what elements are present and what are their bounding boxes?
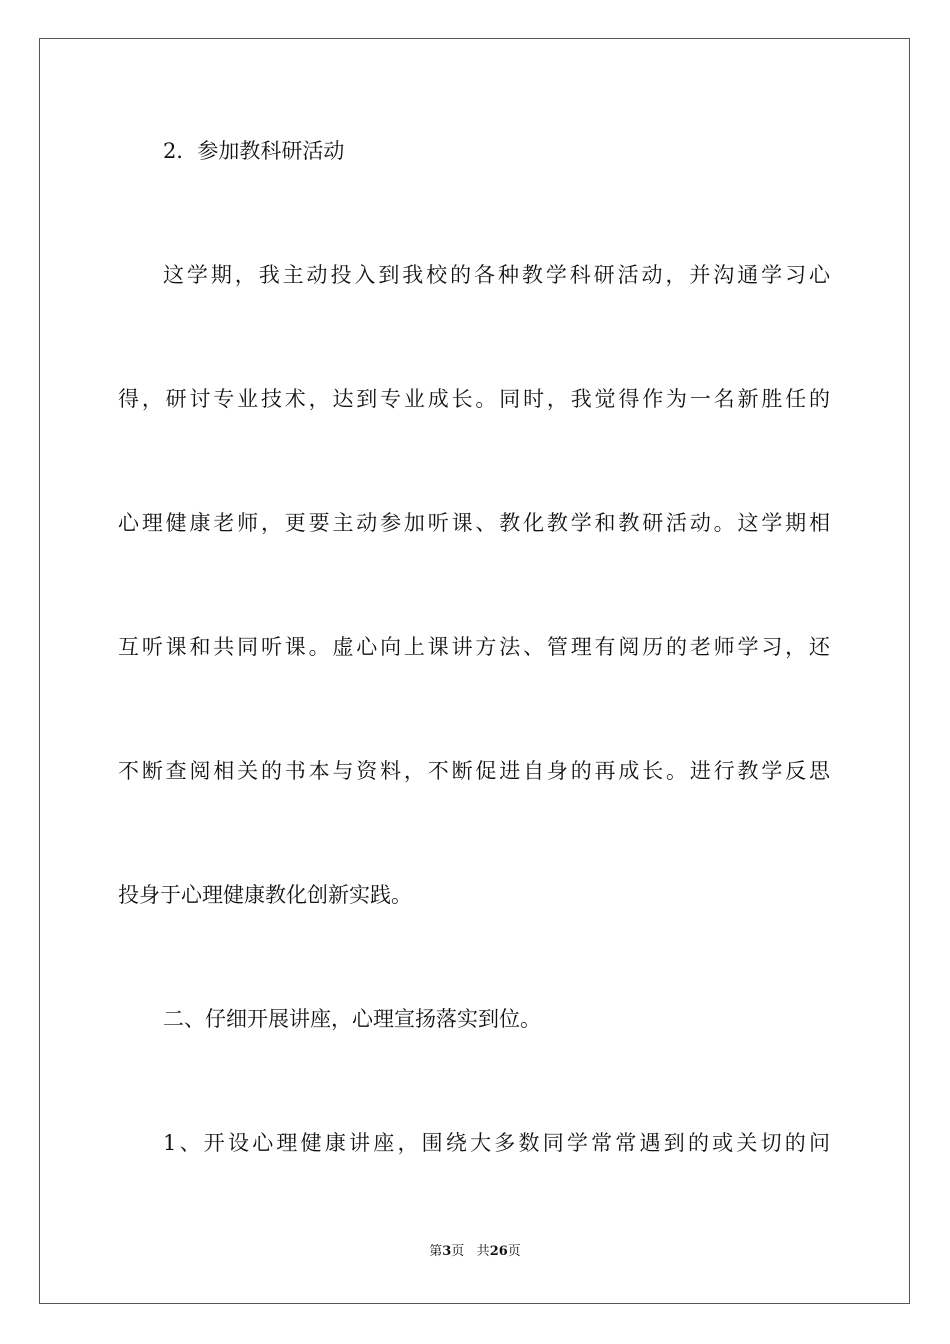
page-frame [39,38,910,1304]
current-page-number: 3 [442,1244,452,1259]
section-heading-2: 2．参加教科研活动 [163,139,345,163]
footer-prefix: 第 [429,1244,443,1259]
page-footer [0,1243,950,1261]
section-heading-two: 二、仔细开展讲座，心理宣扬落实到位。 [163,1007,541,1031]
paragraph-line-5: 不断查阅相关的书本与资料，不断促进自身的再成长。进行教学反思 [118,759,830,783]
footer-page-suffix: 页 [451,1244,465,1259]
paragraph-line-7: 1、开设心理健康讲座，围绕大多数同学常常遇到的或关切的问 [163,1131,830,1155]
total-page-number: 26 [489,1244,508,1259]
footer-total-prefix: 共 [476,1244,490,1259]
paragraph-line-1: 这学期，我主动投入到我校的各种教学科研活动，并沟通学习心 [163,263,830,287]
paragraph-line-2: 得，研讨专业技术，达到专业成长。同时，我觉得作为一名新胜任的 [118,387,830,411]
paragraph-line-6: 投身于心理健康教化创新实践。 [118,883,412,907]
footer-total-suffix: 页 [507,1244,521,1259]
paragraph-line-3: 心理健康老师，更要主动参加听课、教化教学和教研活动。这学期相 [118,511,830,535]
paragraph-line-4: 互听课和共同听课。虚心向上课讲方法、管理有阅历的老师学习，还 [118,635,830,659]
